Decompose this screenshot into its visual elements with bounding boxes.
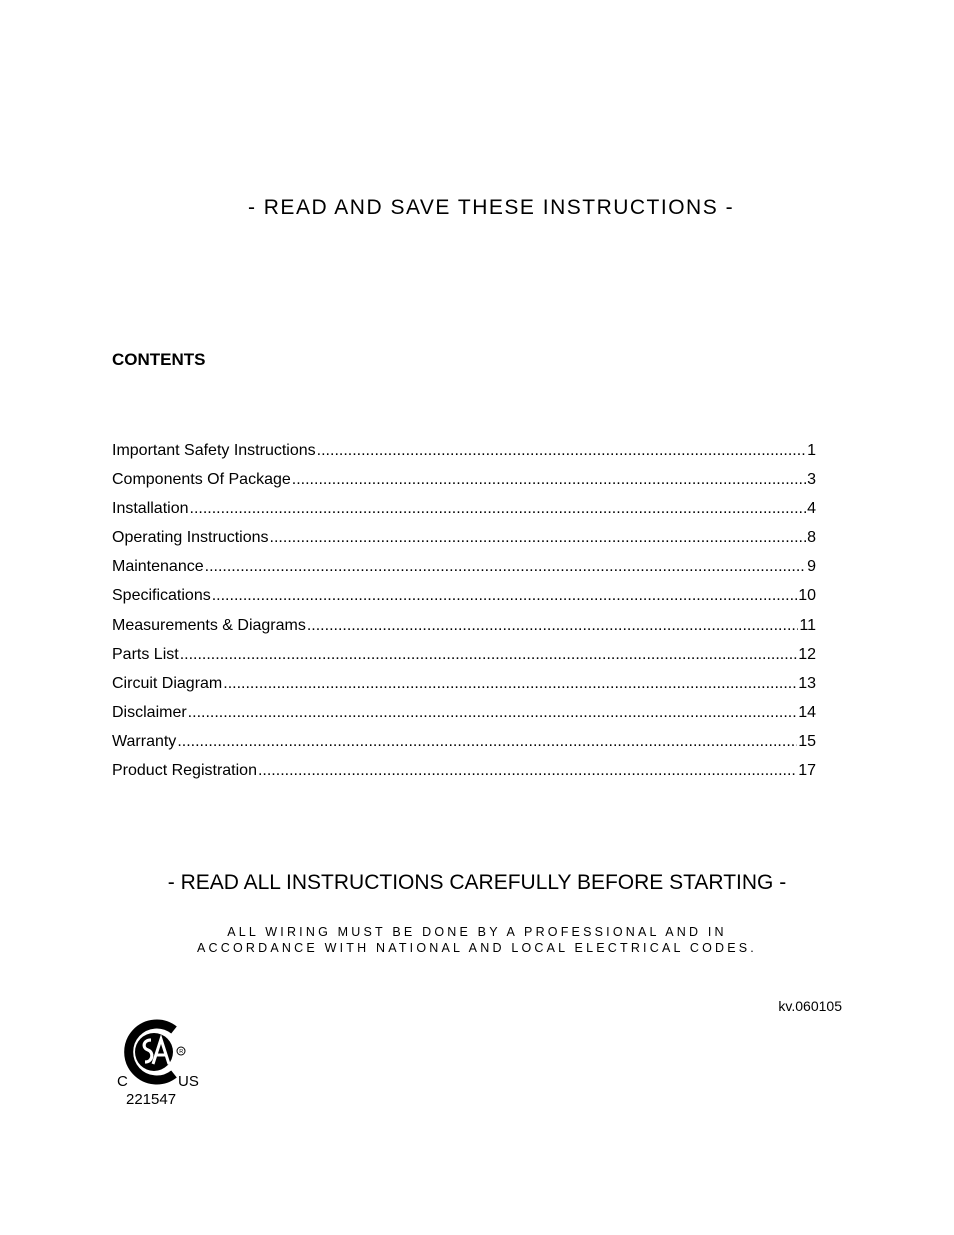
toc-entry-page: 3: [807, 471, 816, 489]
toc-entry: [112, 645, 816, 674]
toc-entry-label: Warranty: [112, 732, 177, 750]
contents-heading: CONTENTS: [112, 350, 206, 369]
toc-dot-leader: [188, 703, 798, 723]
toc-entry: [112, 499, 816, 528]
toc-entry-label: Installation: [112, 500, 189, 518]
toc-dot-leader: [223, 674, 797, 694]
caution-heading: - READ ALL INSTRUCTIONS CAREFULLY BEFORE STARTING -: [167, 871, 787, 894]
toc-dot-leader: [270, 528, 807, 548]
toc-entry-label: Maintenance: [112, 558, 204, 576]
cert-country-right: US: [178, 1073, 199, 1090]
page-title: - READ AND SAVE THESE INSTRUCTIONS -: [247, 196, 735, 219]
toc-entry-page: 12: [798, 645, 816, 663]
toc-entry: [112, 732, 816, 761]
version-code: kv.060105: [778, 998, 842, 1014]
toc-entry-label: Specifications: [112, 587, 211, 605]
toc-dot-leader: [177, 732, 797, 752]
toc-entry-label: Operating Instructions: [112, 529, 269, 547]
toc-entry: [112, 616, 816, 645]
toc-entry: [112, 557, 816, 586]
toc-entry-page: 13: [798, 674, 816, 692]
wiring-notice: [0, 924, 954, 956]
toc-dot-leader: [212, 586, 797, 606]
toc-entry-page: 8: [807, 529, 816, 547]
toc-entry-page: 10: [798, 587, 816, 605]
toc-entry-page: 1: [807, 442, 816, 459]
toc-entry-label: Components Of Package: [112, 471, 291, 489]
cert-country-left: C: [117, 1073, 128, 1090]
toc-entry: [112, 761, 816, 790]
toc-entry: [112, 528, 816, 557]
cert-number: 221547: [126, 1091, 177, 1108]
svg-text:R: R: [179, 1049, 184, 1056]
toc-entry-label: Product Registration: [112, 762, 257, 780]
toc-entry-label: Circuit Diagram: [112, 674, 223, 692]
table-of-contents: [112, 441, 816, 790]
toc-entry-page: 9: [807, 558, 816, 576]
toc-entry-page: 15: [798, 732, 816, 750]
toc-entry: [112, 441, 816, 470]
toc-entry-label: Parts List: [112, 645, 179, 663]
toc-entry-page: 11: [799, 616, 816, 634]
wiring-notice-line-1: ALL WIRING MUST BE DONE BY A PROFESSIONAL AND IN: [227, 925, 727, 939]
toc-entry: [112, 470, 816, 499]
toc-dot-leader: [292, 470, 806, 490]
toc-dot-leader: [307, 616, 799, 636]
toc-dot-leader: [205, 557, 806, 577]
toc-dot-leader: [317, 441, 806, 461]
toc-entry-page: 14: [798, 703, 816, 721]
toc-dot-leader: [258, 761, 797, 781]
csa-certification-mark: [112, 1018, 222, 1118]
toc-entry: [112, 586, 816, 615]
toc-entry-label: Disclaimer: [112, 703, 187, 721]
toc-entry: [112, 674, 816, 703]
toc-entry-page: 4: [807, 500, 816, 518]
wiring-notice-line-2: ACCORDANCE WITH NATIONAL AND LOCAL ELECTRICAL CODES.: [197, 941, 757, 955]
toc-entry-label: Important Safety Instructions: [112, 442, 316, 459]
toc-dot-leader: [190, 499, 807, 519]
toc-dot-leader: [180, 645, 798, 665]
toc-entry: [112, 703, 816, 732]
toc-entry-page: 17: [798, 762, 816, 780]
toc-entry-label: Measurements & Diagrams: [112, 616, 306, 634]
